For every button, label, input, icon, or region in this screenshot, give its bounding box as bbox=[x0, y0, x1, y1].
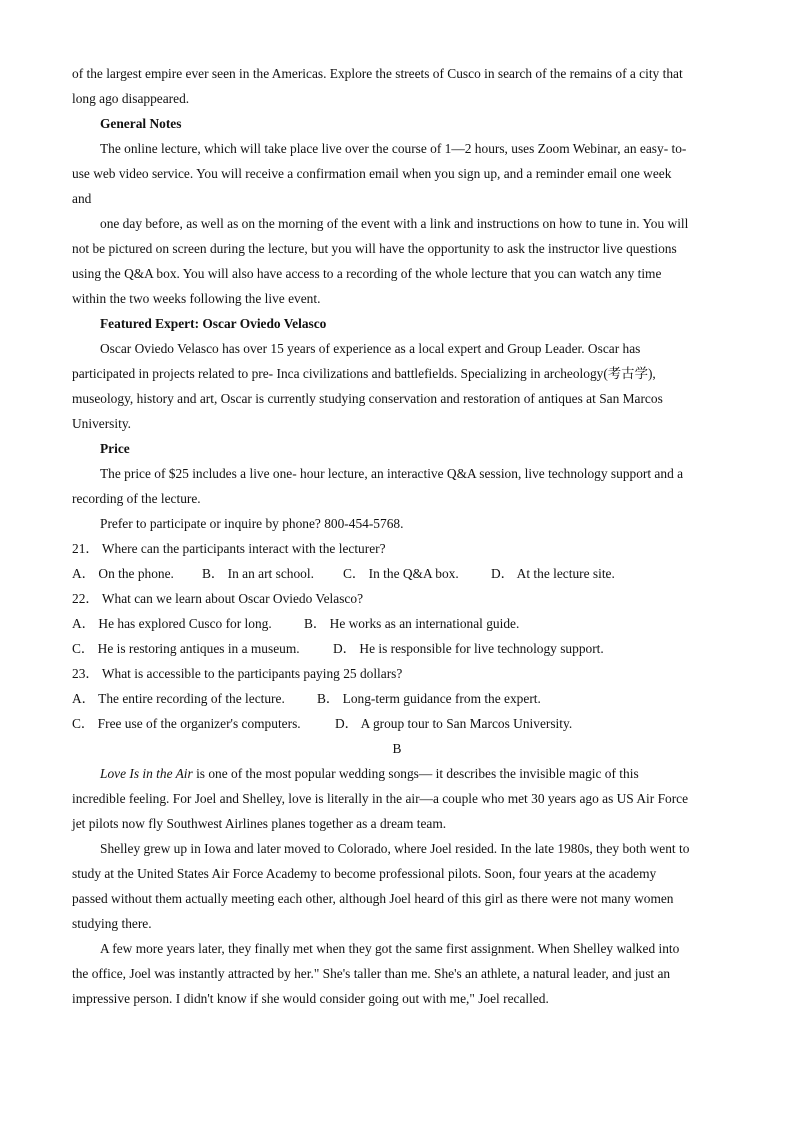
option-row bbox=[72, 686, 722, 711]
option-c: C． Free use of the organizer's computers. bbox=[72, 716, 301, 731]
question-stem: 21． Where can the participants interact with the lecturer? bbox=[72, 541, 386, 556]
option-b: B． He works as an international guide. bbox=[304, 616, 520, 631]
option-c: C． In the Q&A box. bbox=[343, 566, 459, 581]
featured-expert-heading: Featured Expert: Oscar Oviedo Velasco bbox=[100, 316, 327, 331]
text-line: Oscar Oviedo Velasco has over 15 years of experience as a local expert and Group Leader. Oscar has bbox=[100, 341, 641, 356]
document-page bbox=[72, 61, 722, 1011]
text-line: museology, history and art, Oscar is currently studying conservation and restoration of antiques at San Marcos bbox=[72, 391, 663, 406]
text-line: passed without them actually meeting each other, although Joel heard of this girl as there were not many women bbox=[72, 891, 674, 906]
option-a: A． The entire recording of the lecture. bbox=[72, 691, 285, 706]
text-line: studying there. bbox=[72, 916, 152, 931]
text-line: participated in projects related to pre- Inca civilizations and battlefields. Specializing in archeology(考古学), bbox=[72, 366, 656, 381]
question-stem: 22． What can we learn about Oscar Oviedo Velasco? bbox=[72, 591, 364, 606]
option-row bbox=[72, 711, 722, 736]
option-row bbox=[72, 611, 722, 636]
section-letter: B bbox=[392, 741, 402, 756]
text-line: using the Q&A box. You will also have access to a recording of the whole lecture that you can watch any time bbox=[72, 266, 662, 281]
text-line: of the largest empire ever seen in the Americas. Explore the streets of Cusco in search of the remains of a city that bbox=[72, 66, 683, 81]
phone-line: Prefer to participate or inquire by phone? 800-454-5768. bbox=[100, 516, 404, 531]
option-b: B． In an art school. bbox=[202, 566, 314, 581]
option-a: A． He has explored Cusco for long. bbox=[72, 616, 272, 631]
option-c: C． He is restoring antiques in a museum. bbox=[72, 641, 300, 656]
option-d: D． At the lecture site. bbox=[491, 566, 615, 581]
option-row bbox=[72, 636, 722, 661]
text-line: use web video service. You will receive a confirmation email when you sign up, and a reminder email one week bbox=[72, 166, 672, 181]
text-line: long ago disappeared. bbox=[72, 91, 190, 106]
text-line: The price of $25 includes a live one- hour lecture, an interactive Q&A session, live technology support and a bbox=[100, 466, 684, 481]
text-line: recording of the lecture. bbox=[72, 491, 201, 506]
text-fragment: is one of the most popular wedding songs— it describes the invisible magic of this bbox=[192, 766, 639, 781]
song-title: Love Is in the Air bbox=[100, 766, 193, 781]
text-line: one day before, as well as on the morning of the event with a link and instructions on how to tune in. You will bbox=[100, 216, 689, 231]
text-line: not be pictured on screen during the lecture, but you will have the opportunity to ask the instructor live questions bbox=[72, 241, 677, 256]
price-heading: Price bbox=[100, 441, 130, 456]
text-line: study at the United States Air Force Academy to become professional pilots. Soon, four years at the academy bbox=[72, 866, 657, 881]
text-line bbox=[72, 761, 722, 786]
option-d: D． He is responsible for live technology support. bbox=[333, 641, 604, 656]
text-line: The online lecture, which will take place live over the course of 1—2 hours, uses Zoom Webinar, an easy- to- bbox=[100, 141, 687, 156]
text-line: jet pilots now fly Southwest Airlines planes together as a dream team. bbox=[72, 816, 447, 831]
text-line: Shelley grew up in Iowa and later moved to Colorado, where Joel resided. In the late 1980s, they both went to bbox=[100, 841, 690, 856]
text-line: impressive person. I didn't know if she would consider going out with me," Joel recalled. bbox=[72, 991, 549, 1006]
text-line: University. bbox=[72, 416, 132, 431]
text-line: the office, Joel was instantly attracted by her." She's taller than me. She's an athlete, a natural leader, and just an bbox=[72, 966, 671, 981]
option-a: A． On the phone. bbox=[72, 566, 174, 581]
text-line: and bbox=[72, 191, 92, 206]
general-notes-heading: General Notes bbox=[100, 116, 182, 131]
option-d: D． A group tour to San Marcos University. bbox=[335, 716, 573, 731]
question-stem: 23． What is accessible to the participants paying 25 dollars? bbox=[72, 666, 403, 681]
text-line: within the two weeks following the live event. bbox=[72, 291, 321, 306]
text-line: A few more years later, they finally met when they got the same first assignment. When Shelley walked into bbox=[100, 941, 680, 956]
option-row bbox=[72, 561, 722, 586]
option-b: B． Long-term guidance from the expert. bbox=[317, 691, 541, 706]
text-line: incredible feeling. For Joel and Shelley, love is literally in the air—a couple who met 30 years ago as US Air Force bbox=[72, 791, 689, 806]
